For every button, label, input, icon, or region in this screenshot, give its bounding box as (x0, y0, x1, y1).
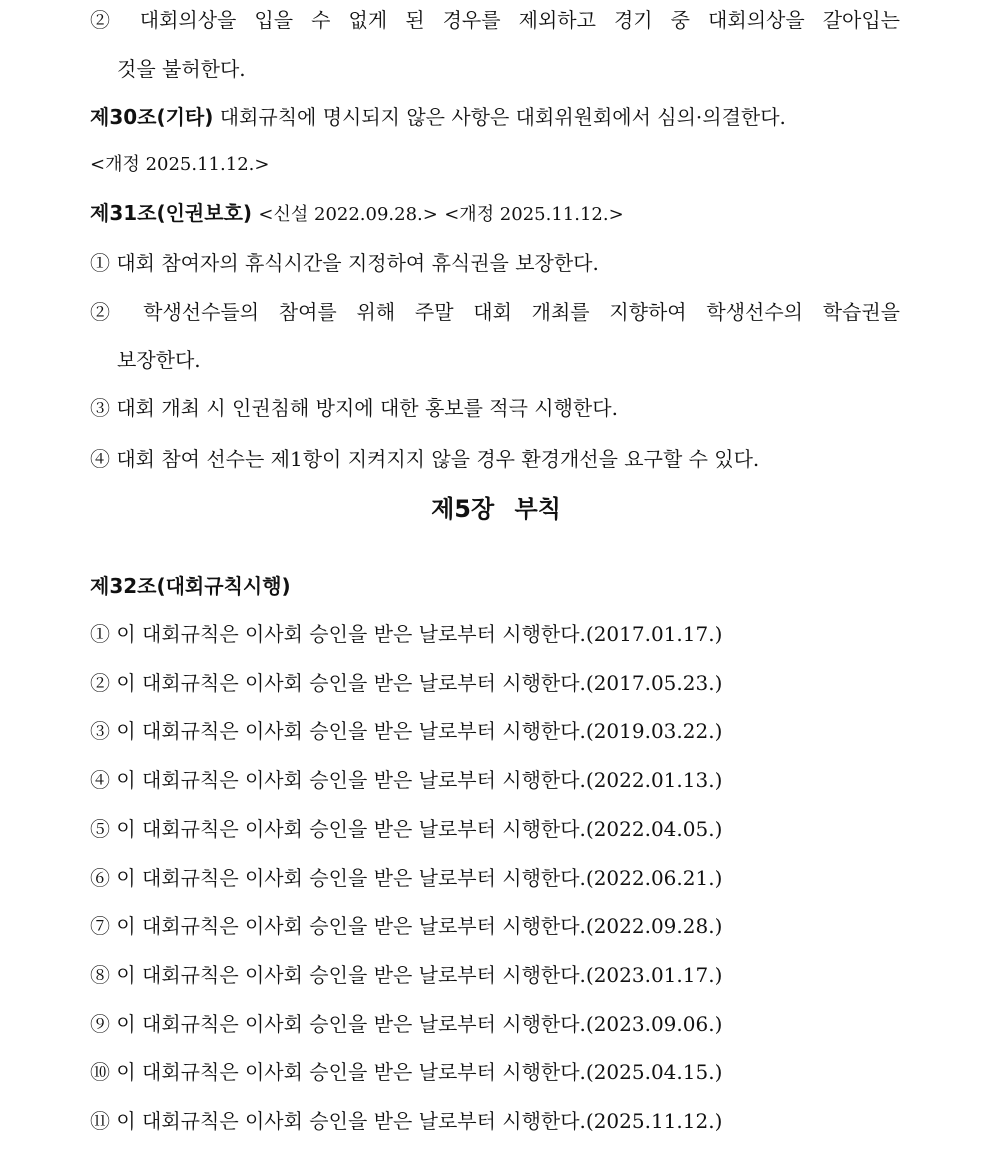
art31-title: 제31조(인권보호) (90, 201, 253, 225)
art31-note-revised: <개정 2025.11.12.> (444, 204, 624, 225)
chapter5-title: 제5장 부칙 (431, 495, 561, 523)
art30-heading-line (90, 102, 900, 132)
art31-heading-line (90, 198, 900, 230)
art32-item: ④ 이 대회규칙은 이사회 승인을 받은 날로부터 시행한다.(2022.01.13.) (90, 768, 723, 792)
art32-item: ⑦ 이 대회규칙은 이사회 승인을 받은 날로부터 시행한다.(2022.09.28.) (90, 914, 723, 938)
art32-item: ① 이 대회규칙은 이사회 승인을 받은 날로부터 시행한다.(2017.01.17.) (90, 622, 723, 646)
art32-title: 제32조(대회규칙시행) (90, 574, 291, 598)
art32-item: ⑩ 이 대회규칙은 이사회 승인을 받은 날로부터 시행한다.(2025.04.15.) (90, 1060, 723, 1084)
art31-item-2-line2: 보장한다. (117, 348, 201, 372)
art30-note: <개정 2025.11.12.> (90, 154, 270, 175)
art32-item: ⑤ 이 대회규칙은 이사회 승인을 받은 날로부터 시행한다.(2022.04.05.) (90, 817, 723, 841)
art32-item: ⑥ 이 대회규칙은 이사회 승인을 받은 날로부터 시행한다.(2022.06.21.) (90, 866, 723, 890)
art32-item: ⑨ 이 대회규칙은 이사회 승인을 받은 날로부터 시행한다.(2023.09.06.) (90, 1012, 723, 1036)
art29-item2-line1: ② 대회의상을 입을 수 없게 된 경우를 제외하고 경기 중 대회의상을 갈아입는 (90, 8, 900, 32)
art31-item-2-line1: ② 학생선수들의 참여를 위해 주말 대회 개최를 지향하여 학생선수의 학습권을 (90, 300, 900, 324)
art30-body: 대회규칙에 명시되지 않은 사항은 대회위원회에서 심의·의결한다. (219, 105, 786, 129)
art31-note-new: <신설 2022.09.28.> (258, 204, 438, 225)
art32-item: ⑪ 이 대회규칙은 이사회 승인을 받은 날로부터 시행한다.(2025.11.12.) (90, 1109, 723, 1133)
art29-item2-line2: 것을 불허한다. (117, 57, 246, 81)
art31-item-1: ① 대회 참여자의 휴식시간을 지정하여 휴식권을 보장한다. (90, 251, 599, 275)
art32-item: ② 이 대회규칙은 이사회 승인을 받은 날로부터 시행한다.(2017.05.23.) (90, 671, 723, 695)
art31-item-4: ④ 대회 참여 선수는 제1항이 지켜지지 않을 경우 환경개선을 요구할 수 있다. (90, 447, 760, 471)
art32-item: ⑧ 이 대회규칙은 이사회 승인을 받은 날로부터 시행한다.(2023.01.17.) (90, 963, 723, 987)
art30-title: 제30조(기타) (90, 105, 214, 129)
art32-item: ③ 이 대회규칙은 이사회 승인을 받은 날로부터 시행한다.(2019.03.22.) (90, 719, 723, 743)
art31-item-3: ③ 대회 개최 시 인권침해 방지에 대한 홍보를 적극 시행한다. (90, 396, 618, 420)
